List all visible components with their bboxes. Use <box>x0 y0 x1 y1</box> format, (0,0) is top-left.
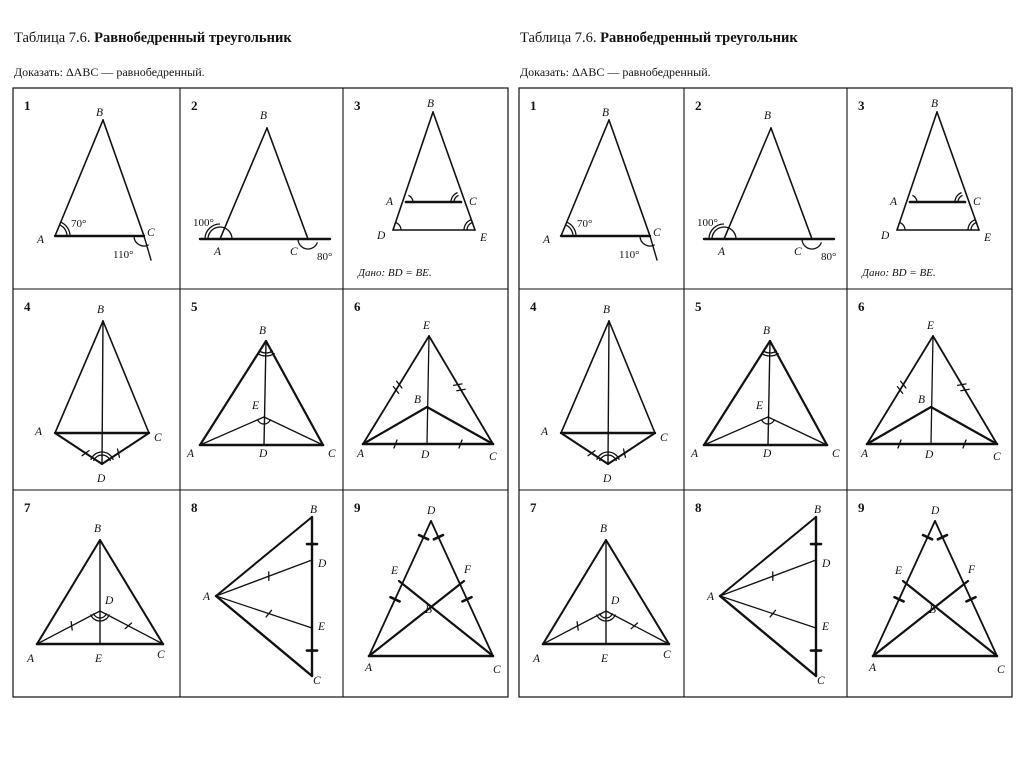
equal-mark <box>958 384 966 385</box>
segment <box>267 128 308 239</box>
segment <box>100 540 163 644</box>
point-label-D: D <box>611 595 620 607</box>
point-label-D: D <box>421 449 430 461</box>
cell-number: 1 <box>24 98 31 113</box>
segment <box>220 128 267 239</box>
point-label-D: D <box>377 230 386 242</box>
segment-BC <box>931 407 997 444</box>
point-label-C: C <box>290 246 298 258</box>
cell-number: 8 <box>695 500 702 515</box>
segment-AF <box>369 581 464 656</box>
equal-mark <box>457 389 465 390</box>
cell-number: 7 <box>530 500 537 515</box>
angle-value: 110° <box>619 249 640 261</box>
figure-cell-5 <box>690 299 840 460</box>
segment <box>431 521 493 656</box>
segment <box>609 120 650 236</box>
segment-BD <box>608 321 609 464</box>
segment <box>704 341 770 445</box>
segment <box>720 596 816 676</box>
point-label-F: F <box>464 564 472 576</box>
point-label-E: E <box>984 232 992 244</box>
cell-number: 3 <box>858 98 865 113</box>
point-label-E: E <box>756 400 764 412</box>
equal-mark <box>454 384 462 385</box>
figure-cell-6 <box>354 299 497 463</box>
figure-cell-8 <box>191 500 327 687</box>
cell-number: 4 <box>530 299 537 314</box>
point-label-A: A <box>365 662 373 674</box>
cell-number: 1 <box>530 98 537 113</box>
point-label-B: B <box>918 394 926 406</box>
point-label-B: B <box>600 523 608 535</box>
point-label-A: A <box>543 234 551 246</box>
angle-arc-C <box>298 239 317 249</box>
cell-number: 9 <box>354 500 361 515</box>
point-label-A: A <box>214 246 222 258</box>
equal-mark <box>961 389 969 390</box>
point-label-A: A <box>533 653 541 665</box>
table-grid-left <box>13 88 508 697</box>
segment <box>55 321 103 433</box>
figure-cell-3 <box>858 98 991 279</box>
cell-number: 4 <box>24 299 31 314</box>
point-label-D: D <box>603 473 612 485</box>
angle-value: 80° <box>821 251 837 263</box>
equal-mark <box>623 449 625 457</box>
segment-ED <box>931 336 933 444</box>
point-label-B: B <box>814 504 822 516</box>
segment-AF <box>873 581 968 656</box>
point-label-A: A <box>541 426 549 438</box>
figure-cell-9 <box>354 500 501 676</box>
figure-cell-4 <box>530 299 668 485</box>
point-label-E: E <box>391 565 399 577</box>
point-label-B: B <box>602 107 610 119</box>
point-label-D: D <box>105 595 114 607</box>
point-label-B: B <box>97 304 105 316</box>
point-label-B: B <box>603 304 611 316</box>
cell-number: 5 <box>191 299 198 314</box>
angle-value: 80° <box>317 251 333 263</box>
segment <box>561 321 609 433</box>
segment <box>771 128 812 239</box>
point-label-B: B <box>414 394 422 406</box>
point-label-C: C <box>328 448 336 460</box>
point-label-D: D <box>881 230 890 242</box>
point-label-A: A <box>869 662 877 674</box>
segment <box>369 521 431 656</box>
point-label-B: B <box>929 604 937 616</box>
point-label-E: E <box>822 621 830 633</box>
point-label-A: A <box>37 234 45 246</box>
cell-number: 8 <box>191 500 198 515</box>
point-label-E: E <box>252 400 260 412</box>
point-label-B: B <box>96 107 104 119</box>
angle-arc <box>467 222 472 230</box>
angle-arc-A <box>60 225 67 236</box>
point-label-E: E <box>895 565 903 577</box>
segment-AE <box>216 596 312 628</box>
point-label-A: A <box>35 426 43 438</box>
point-label-B: B <box>259 325 267 337</box>
point-label-C: C <box>973 196 981 208</box>
point-label-E: E <box>480 232 488 244</box>
point-label-F: F <box>968 564 976 576</box>
given-text: Дано: BD = BE. <box>358 267 432 279</box>
point-label-D: D <box>97 473 106 485</box>
segment-BD <box>102 321 103 464</box>
point-label-E: E <box>423 320 431 332</box>
segment <box>770 341 827 445</box>
point-label-A: A <box>707 591 715 603</box>
angle-value: 70° <box>71 218 87 230</box>
figure-cell-6 <box>858 299 1001 463</box>
point-label-B: B <box>260 110 268 122</box>
table-title-prefix: Таблица 7.6. <box>14 30 91 46</box>
figure-cell-3 <box>354 98 487 279</box>
point-label-C: C <box>663 649 671 661</box>
point-label-B: B <box>764 110 772 122</box>
segment <box>200 341 266 445</box>
task-right: Доказать: ΔABC — равнобедренный. <box>520 65 711 79</box>
point-label-A: A <box>718 246 726 258</box>
cell-number: 9 <box>858 500 865 515</box>
point-label-E: E <box>927 320 935 332</box>
point-label-B: B <box>94 523 102 535</box>
segment <box>724 128 771 239</box>
extension-segment <box>144 236 151 260</box>
point-label-E: E <box>95 653 103 665</box>
point-label-C: C <box>794 246 802 258</box>
angle-arc <box>971 222 976 230</box>
point-label-E: E <box>318 621 326 633</box>
segment <box>103 321 149 433</box>
point-label-D: D <box>427 505 436 517</box>
figure-cell-1 <box>24 98 155 261</box>
segment <box>873 521 935 656</box>
segment <box>266 341 323 445</box>
point-label-A: A <box>861 448 869 460</box>
point-label-D: D <box>318 558 327 570</box>
point-label-D: D <box>925 449 934 461</box>
segment-AD <box>720 560 816 596</box>
extension-segment <box>650 236 657 260</box>
angle-value: 110° <box>113 249 134 261</box>
point-label-B: B <box>427 98 435 110</box>
segment <box>37 540 100 644</box>
segment-BC <box>427 407 493 444</box>
point-label-A: A <box>187 448 195 460</box>
angle-value: 70° <box>577 218 593 230</box>
point-label-D: D <box>259 448 268 460</box>
task-left: Доказать: ΔABC — равнобедренный. <box>14 65 205 79</box>
angle-arc <box>900 222 905 230</box>
point-label-C: C <box>993 451 1001 463</box>
cell-number: 5 <box>695 299 702 314</box>
point-label-C: C <box>147 227 155 239</box>
figure-cell-8 <box>695 500 831 687</box>
point-label-B: B <box>931 98 939 110</box>
given-text: Дано: BD = BE. <box>862 267 936 279</box>
point-label-A: A <box>890 196 898 208</box>
segment <box>935 521 997 656</box>
cell-number: 2 <box>191 98 198 113</box>
point-label-C: C <box>832 448 840 460</box>
segment <box>216 596 312 676</box>
segment-AD <box>216 560 312 596</box>
point-label-C: C <box>489 451 497 463</box>
segment-AB <box>867 407 931 444</box>
point-label-A: A <box>27 653 35 665</box>
segment <box>433 112 475 230</box>
point-label-C: C <box>469 196 477 208</box>
equal-mark <box>117 449 119 457</box>
segment-AB <box>363 407 427 444</box>
figure-cell-7 <box>24 500 165 665</box>
point-label-C: C <box>997 664 1005 676</box>
angle-value: 100° <box>697 217 718 229</box>
segment-CE <box>399 581 493 656</box>
point-label-C: C <box>660 432 668 444</box>
cell-number: 7 <box>24 500 31 515</box>
angle-value: 100° <box>193 217 214 229</box>
point-label-C: C <box>157 649 165 661</box>
segment-ED <box>427 336 429 444</box>
segment <box>606 540 669 644</box>
equal-mark <box>71 622 72 630</box>
point-label-D: D <box>822 558 831 570</box>
segment <box>393 112 433 230</box>
point-label-C: C <box>493 664 501 676</box>
point-label-B: B <box>310 504 318 516</box>
figure-cell-5 <box>186 299 336 460</box>
point-label-E: E <box>601 653 609 665</box>
figure-cell-2 <box>695 98 836 263</box>
segment <box>720 517 816 596</box>
segment-AE <box>720 596 816 628</box>
point-label-A: A <box>203 591 211 603</box>
angle-arc-A <box>566 225 573 236</box>
cell-number: 6 <box>858 299 865 314</box>
segment-CE <box>903 581 997 656</box>
point-label-D: D <box>931 505 940 517</box>
point-label-C: C <box>154 432 162 444</box>
point-label-C: C <box>817 675 825 687</box>
point-label-A: A <box>357 448 365 460</box>
equal-mark <box>631 623 637 629</box>
segment <box>937 112 979 230</box>
cell-number: 2 <box>695 98 702 113</box>
figure-cell-4 <box>24 299 162 485</box>
point-label-C: C <box>313 675 321 687</box>
table-title-bold: Равнобедренный треугольник <box>600 30 798 46</box>
point-label-C: C <box>653 227 661 239</box>
segment <box>543 540 606 644</box>
point-label-B: B <box>763 325 771 337</box>
angle-arc <box>396 222 401 230</box>
figure-cell-1 <box>530 98 661 261</box>
figure-cell-2 <box>191 98 332 263</box>
table-title-bold: Равнобедренный треугольник <box>94 30 292 46</box>
figure-cell-9 <box>858 500 1005 676</box>
segment <box>216 517 312 596</box>
table-grid-right <box>519 88 1012 697</box>
table-title-prefix: Таблица 7.6. <box>520 30 597 46</box>
segment <box>609 321 655 433</box>
equal-mark <box>125 623 131 629</box>
segment <box>897 112 937 230</box>
point-label-A: A <box>386 196 394 208</box>
equal-mark <box>577 622 578 630</box>
segment <box>103 120 144 236</box>
point-label-A: A <box>691 448 699 460</box>
angle-arc-C <box>802 239 821 249</box>
figure-cell-7 <box>530 500 671 665</box>
point-label-B: B <box>425 604 433 616</box>
cell-number: 3 <box>354 98 361 113</box>
cell-number: 6 <box>354 299 361 314</box>
point-label-D: D <box>763 448 772 460</box>
